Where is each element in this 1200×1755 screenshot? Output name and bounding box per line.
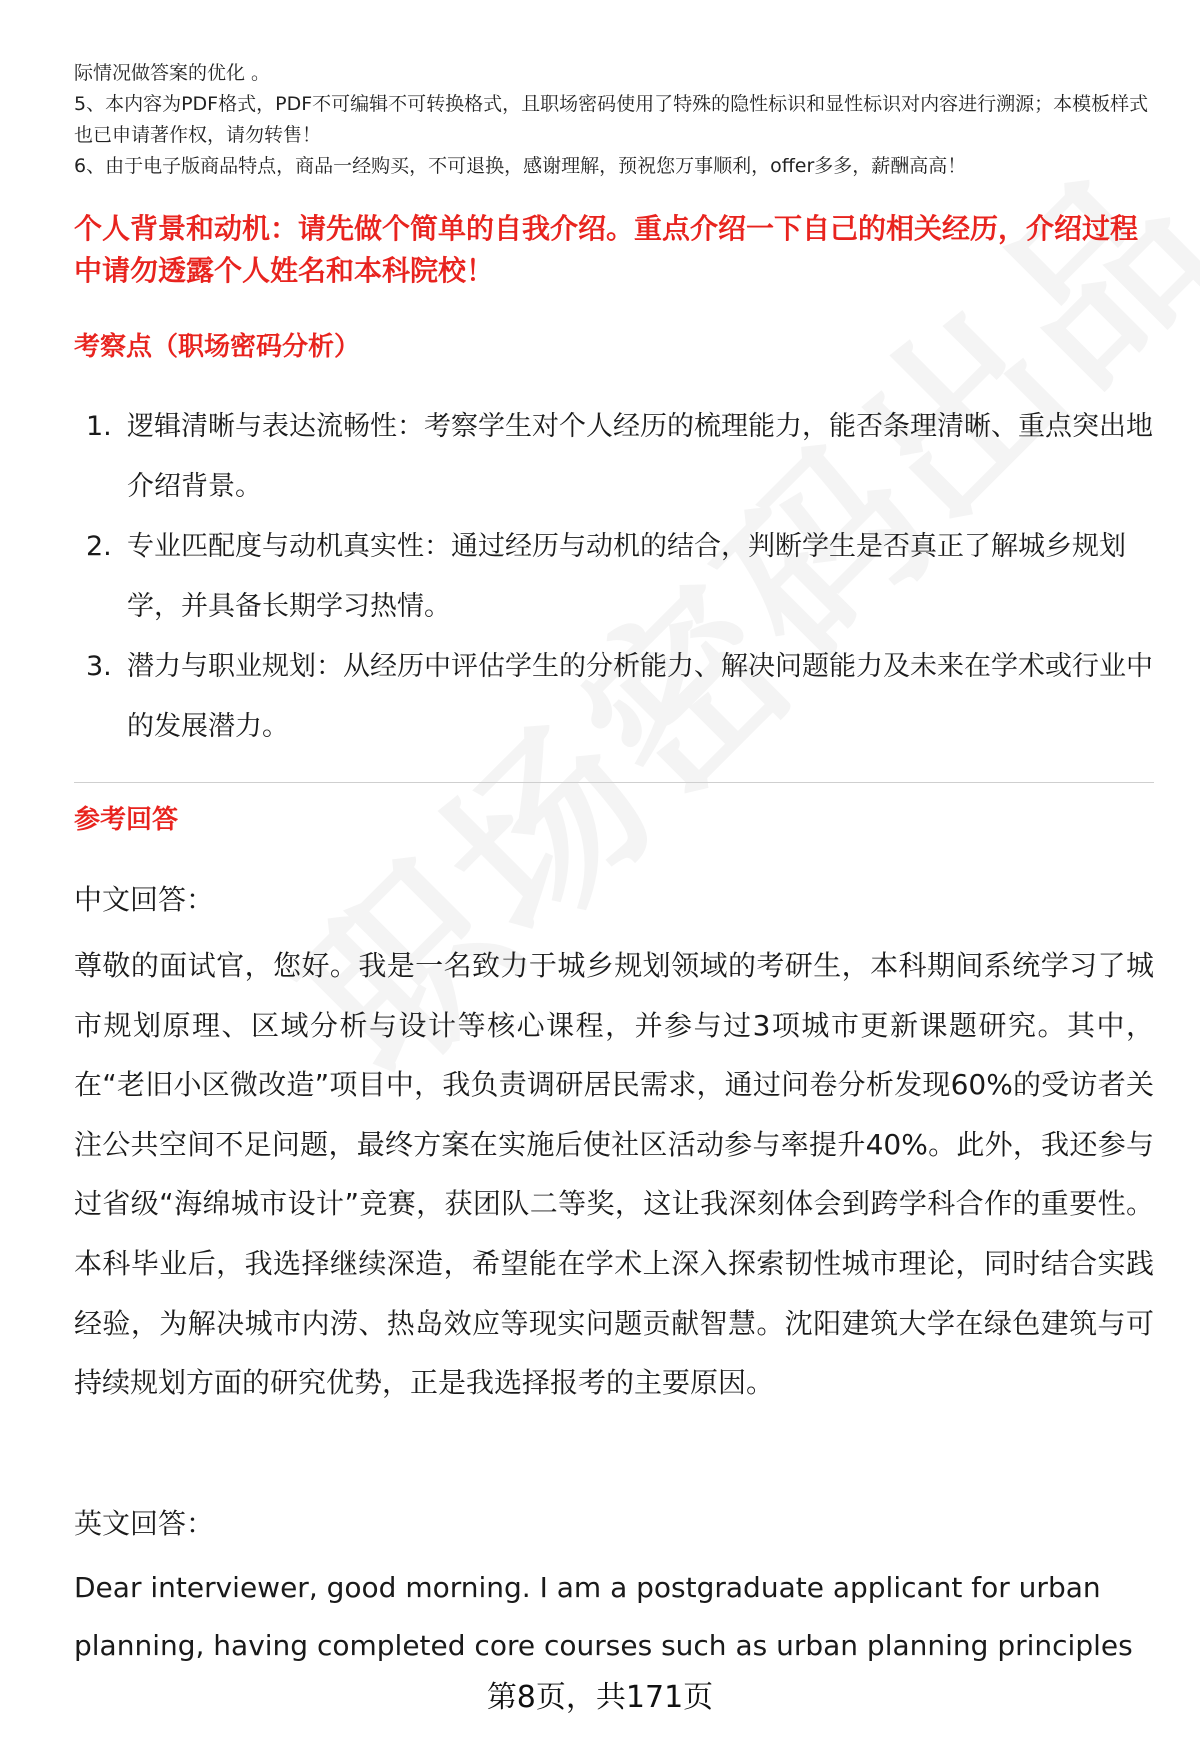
point-text: 逻辑清晰与表达流畅性：考察学生对个人经历的梳理能力，能否条理清晰、重点突出地介绍背景。 <box>127 411 1153 502</box>
answer-heading: 参考回答 <box>74 805 179 835</box>
analysis-points <box>74 397 1154 757</box>
section-divider <box>74 782 1154 783</box>
english-answer-label: 英文回答： <box>74 1507 215 1540</box>
analysis-heading: 考察点（职场密码分析） <box>74 332 361 362</box>
point-text: 潜力与职业规划：从经历中评估学生的分析能力、解决问题能力及未来在学术或行业中的发展潜力。 <box>127 651 1153 742</box>
english-answer-text: Dear interviewer, good morning. I am a postgraduate applicant for urban planning, having completed core courses such as urban planning principles <box>74 1571 1133 1662</box>
note-line: 6、由于电子版商品特点，商品一经购买，不可退换，感谢理解，预祝您万事顺利，offer多多，薪酬高高！ <box>74 155 967 177</box>
analysis-point <box>74 637 1154 757</box>
note-line: 5、本内容为PDF格式，PDF不可编辑不可转换格式，且职场密码使用了特殊的隐性标识和显性标识对内容进行溯源；本模板样式也已申请著作权，请勿转售！ <box>74 93 1149 146</box>
point-text: 专业匹配度与动机真实性：通过经历与动机的结合，判断学生是否真正了解城乡规划学，并具备长期学习热情。 <box>127 531 1126 622</box>
question-heading: 个人背景和动机：请先做个简单的自我介绍。重点介绍一下自己的相关经历，介绍过程中请勿透露个人姓名和本科院校！ <box>74 212 1139 287</box>
analysis-point <box>74 397 1154 517</box>
point-number: 3. <box>86 651 112 682</box>
analysis-point <box>74 517 1154 637</box>
chinese-answer-label: 中文回答： <box>74 883 215 916</box>
chinese-answer-text: 尊敬的面试官，您好。我是一名致力于城乡规划领域的考研生，本科期间系统学习了城市规划原理、区域分析与设计等核心课程，并参与过3项城市更新课题研究。其中，在“老旧小区微改造”项目中，我负责调研居民需求，通过问卷分析发现60%的受访者关注公共空间不足问题，最终方案在实施后使社区活动参与率提升40%。此外，我还参与过省级“海绵城市设计”竞赛，获团队二等奖，这让我深刻体会到跨学科合作的重要性。本科毕业后，我选择继续深造，希望能在学术上深入探索韧性城市理论，同时结合实践经验，为解决城市内涝、热岛效应等现实问题贡献智慧。沈阳建筑大学在绿色建筑与可持续规划方面的研究优势，正是我选择报考的主要原因。 <box>74 949 1154 1400</box>
page-number-footer: 第8页，共171页 <box>486 1680 714 1715</box>
point-number: 1. <box>86 411 112 442</box>
notes-block <box>74 58 1154 182</box>
point-number: 2. <box>86 531 112 562</box>
note-line: 际情况做答案的优化 。 <box>74 62 271 84</box>
